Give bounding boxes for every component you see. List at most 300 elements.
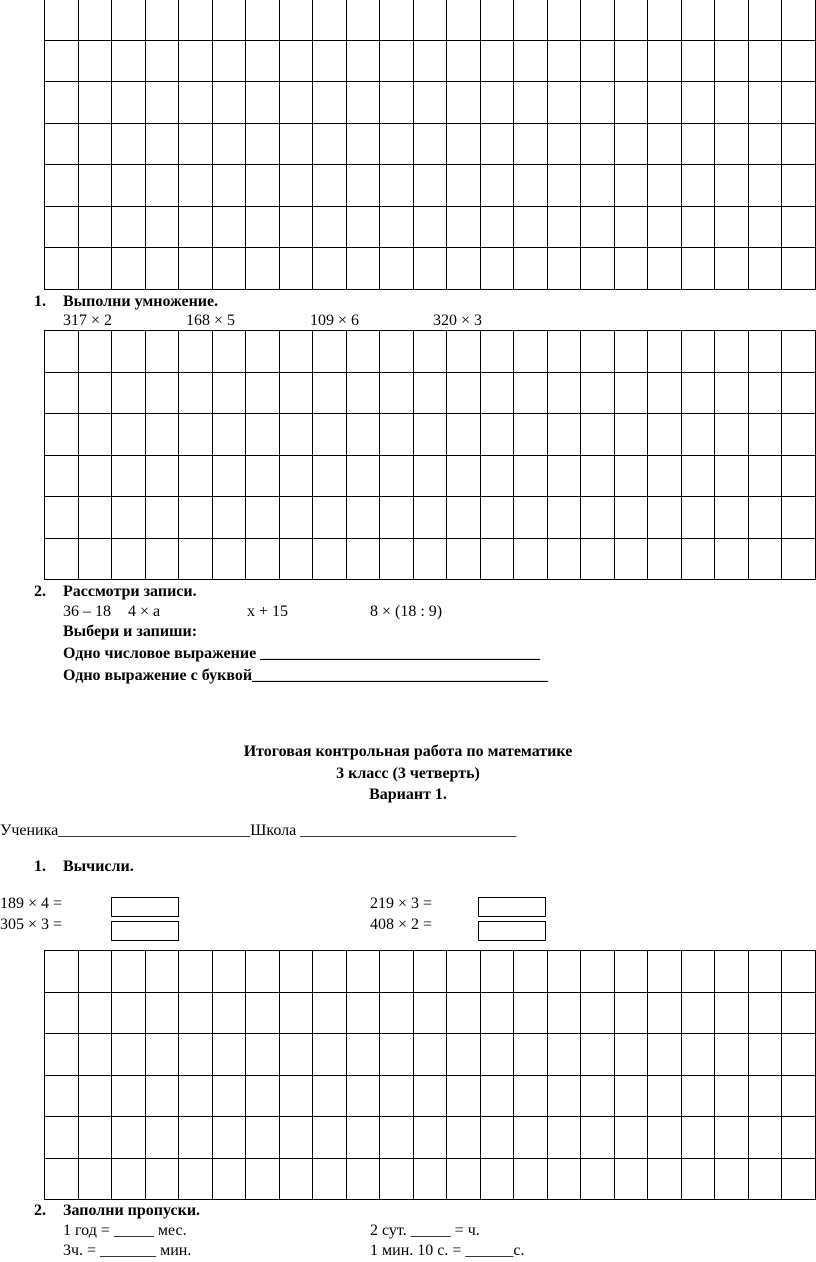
- grid-cell: [45, 82, 79, 124]
- grid-cell: [213, 207, 247, 249]
- grid-cell: [347, 951, 381, 993]
- grid-cell: [615, 207, 649, 249]
- grid-cell: [749, 1159, 783, 1201]
- task1-title: Выполни умножение.: [63, 293, 219, 310]
- grid-cell: [246, 1159, 280, 1201]
- grid-cell: [514, 0, 548, 41]
- grid-cell: [682, 951, 716, 993]
- grid-cell: [782, 1076, 816, 1118]
- grid-cell: [749, 497, 783, 539]
- grid-cell: [682, 82, 716, 124]
- grid-cell: [112, 951, 146, 993]
- grid-cell: [749, 1076, 783, 1118]
- grid-top: [44, 0, 816, 290]
- grid-cell: [213, 951, 247, 993]
- grid-cell: [246, 1076, 280, 1118]
- grid-cell: [112, 373, 146, 415]
- grid-cell: [246, 456, 280, 498]
- grid-cell: [715, 993, 749, 1035]
- grid-cell: [581, 1159, 615, 1201]
- grid-cell: [749, 124, 783, 166]
- grid-cell: [782, 165, 816, 207]
- grid-cell: [179, 1076, 213, 1118]
- grid-cell: [749, 373, 783, 415]
- grid-cell: [648, 993, 682, 1035]
- grid-cell: [213, 1076, 247, 1118]
- fill-row1-right: 2 сут. _____ = ч.: [370, 1222, 480, 1239]
- grid-cell: [112, 993, 146, 1035]
- grid-cell: [447, 951, 481, 993]
- grid-cell: [782, 456, 816, 498]
- choose-instruction: Выбери и запиши:: [63, 623, 198, 640]
- grid-cell: [280, 0, 314, 41]
- answer-box[interactable]: [478, 921, 546, 941]
- grid-cell: [682, 497, 716, 539]
- grid-cell: [213, 993, 247, 1035]
- grid-cell: [615, 456, 649, 498]
- grid-cell: [246, 373, 280, 415]
- grid-cell: [79, 1034, 113, 1076]
- grid-cell: [380, 124, 414, 166]
- grid-cell: [715, 82, 749, 124]
- grid-cell: [45, 373, 79, 415]
- grid-cell: [347, 497, 381, 539]
- grid-cell: [581, 1076, 615, 1118]
- grid-cell: [45, 539, 79, 581]
- grid-cell: [581, 207, 615, 249]
- grid-cell: [615, 248, 649, 290]
- grid-cell: [313, 539, 347, 581]
- grid-cell: [179, 0, 213, 41]
- grid-cell: [380, 1159, 414, 1201]
- grid-cell: [179, 248, 213, 290]
- grid-cell: [280, 497, 314, 539]
- grid-cell: [146, 373, 180, 415]
- student-school-line: Ученика________________________Школа ___________________________: [0, 822, 517, 839]
- grid-cell: [682, 331, 716, 373]
- task2-number: 2.: [34, 583, 46, 600]
- grid-cell: [280, 124, 314, 166]
- grid-cell: [347, 248, 381, 290]
- grid-cell: [79, 497, 113, 539]
- calc-row2-right: 408 × 2 =: [370, 916, 433, 933]
- grid-cell: [749, 0, 783, 41]
- grid-cell: [648, 331, 682, 373]
- grid-cell: [481, 1117, 515, 1159]
- grid-cell: [749, 1034, 783, 1076]
- grid-cell: [514, 207, 548, 249]
- grid-cell: [548, 124, 582, 166]
- grid-cell: [380, 993, 414, 1035]
- grid-cell: [213, 0, 247, 41]
- grid-cell: [112, 1034, 146, 1076]
- answer-box[interactable]: [111, 921, 179, 941]
- grid-cell: [313, 248, 347, 290]
- grid-cell: [447, 207, 481, 249]
- grid-cell: [213, 331, 247, 373]
- grid-cell: [112, 124, 146, 166]
- grid-cell: [648, 1076, 682, 1118]
- grid-cell: [581, 124, 615, 166]
- grid-cell: [749, 1117, 783, 1159]
- grid-cell: [280, 331, 314, 373]
- grid-cell: [615, 1076, 649, 1118]
- grid-cell: [749, 539, 783, 581]
- grid-cell: [715, 497, 749, 539]
- grid-cell: [749, 82, 783, 124]
- grid-cell: [246, 248, 280, 290]
- grid-cell: [548, 951, 582, 993]
- grid-cell: [615, 1159, 649, 1201]
- grid-cell: [79, 124, 113, 166]
- grid-cell: [112, 497, 146, 539]
- expression: х + 15: [247, 603, 289, 620]
- grid-cell: [380, 248, 414, 290]
- grid-cell: [246, 993, 280, 1035]
- grid-cell: [45, 414, 79, 456]
- grid-cell: [782, 41, 816, 83]
- grid-cell: [782, 207, 816, 249]
- grid-cell: [347, 373, 381, 415]
- grid-cell: [447, 124, 481, 166]
- grid-cell: [481, 207, 515, 249]
- grid-cell: [481, 951, 515, 993]
- grid-cell: [280, 1034, 314, 1076]
- task1-title: Вычисли.: [63, 858, 134, 875]
- grid-cell: [615, 165, 649, 207]
- grid-cell: [313, 331, 347, 373]
- grid-cell: [514, 82, 548, 124]
- grid-cell: [514, 414, 548, 456]
- grid-cell: [146, 124, 180, 166]
- grid-cell: [347, 1076, 381, 1118]
- grid-cell: [313, 456, 347, 498]
- grid-cell: [213, 82, 247, 124]
- grid-cell: [682, 207, 716, 249]
- grid-cell: [414, 1034, 448, 1076]
- grid-cell: [380, 1034, 414, 1076]
- grid-cell: [414, 993, 448, 1035]
- grid-cell: [45, 1034, 79, 1076]
- grid-cell: [246, 414, 280, 456]
- grid-cell: [414, 1076, 448, 1118]
- grid-cell: [380, 497, 414, 539]
- grid-cell: [112, 207, 146, 249]
- grid-cell: [313, 951, 347, 993]
- grid-cell: [347, 414, 381, 456]
- grid-cell: [682, 1034, 716, 1076]
- calc-row1-right: 219 × 3 =: [370, 895, 433, 912]
- grid-cell: [79, 539, 113, 581]
- answer-box[interactable]: [111, 897, 179, 917]
- grid-cell: [347, 41, 381, 83]
- grid-cell: [79, 414, 113, 456]
- grid-cell: [782, 1159, 816, 1201]
- grid-cell: [447, 497, 481, 539]
- grid-cell: [682, 165, 716, 207]
- grid-cell: [380, 165, 414, 207]
- grid-cell: [581, 456, 615, 498]
- grid-cell: [179, 414, 213, 456]
- grid-cell: [581, 0, 615, 41]
- grid-cell: [213, 1159, 247, 1201]
- grid-cell: [749, 207, 783, 249]
- grid-cell: [548, 414, 582, 456]
- grid-cell: [581, 1034, 615, 1076]
- grid-cell: [246, 207, 280, 249]
- expression: 320 × 3: [433, 312, 483, 329]
- grid-cell: [146, 951, 180, 993]
- grid-cell: [715, 207, 749, 249]
- grid-cell: [581, 82, 615, 124]
- grid-cell: [380, 373, 414, 415]
- grid-cell: [112, 331, 146, 373]
- grid-cell: [347, 993, 381, 1035]
- grid-cell: [313, 497, 347, 539]
- grid-cell: [682, 1076, 716, 1118]
- grid-cell: [648, 373, 682, 415]
- grid-cell: [179, 41, 213, 83]
- grid-cell: [715, 124, 749, 166]
- grid-cell: [179, 951, 213, 993]
- grid-cell: [481, 124, 515, 166]
- grid-cell: [447, 41, 481, 83]
- grid-cell: [414, 373, 448, 415]
- grid-cell: [380, 82, 414, 124]
- grid-cell: [112, 539, 146, 581]
- grid-cell: [79, 456, 113, 498]
- grid-cell: [246, 497, 280, 539]
- grid-cell: [79, 993, 113, 1035]
- grid-cell: [782, 497, 816, 539]
- grid-cell: [715, 539, 749, 581]
- grid-cell: [347, 82, 381, 124]
- grid-cell: [715, 1117, 749, 1159]
- grid-cell: [548, 331, 582, 373]
- grid-cell: [414, 124, 448, 166]
- answer-box[interactable]: [478, 897, 546, 917]
- grid-cell: [548, 1159, 582, 1201]
- grid-cell: [615, 82, 649, 124]
- grid-cell: [380, 331, 414, 373]
- grid-cell: [45, 0, 79, 41]
- grid-cell: [514, 41, 548, 83]
- grid-cell: [682, 539, 716, 581]
- grid-cell: [548, 0, 582, 41]
- grid-cell: [347, 207, 381, 249]
- grid-cell: [682, 41, 716, 83]
- grid-cell: [715, 1034, 749, 1076]
- grid-cell: [380, 1076, 414, 1118]
- grid-cell: [615, 124, 649, 166]
- grid-cell: [514, 1117, 548, 1159]
- grid-cell: [414, 539, 448, 581]
- grid-cell: [280, 456, 314, 498]
- grid-cell: [146, 248, 180, 290]
- grid-cell: [481, 0, 515, 41]
- grid-cell: [514, 248, 548, 290]
- grid-cell: [313, 207, 347, 249]
- grid-cell: [648, 497, 682, 539]
- grid-cell: [246, 0, 280, 41]
- grid-cell: [112, 165, 146, 207]
- grid-cell: [615, 331, 649, 373]
- numeric-expression-line: Одно числовое выражение ___________________________________: [63, 645, 541, 662]
- grid-bottom: [44, 950, 816, 1200]
- grid-cell: [447, 539, 481, 581]
- grid-cell: [581, 1117, 615, 1159]
- grid-cell: [179, 1117, 213, 1159]
- grid-cell: [146, 414, 180, 456]
- grid-cell: [782, 331, 816, 373]
- grid-cell: [615, 951, 649, 993]
- grid-cell: [615, 0, 649, 41]
- grid-cell: [782, 248, 816, 290]
- expression: 168 × 5: [186, 312, 236, 329]
- grid-cell: [615, 41, 649, 83]
- grid-cell: [146, 1034, 180, 1076]
- grid-cell: [514, 1159, 548, 1201]
- grid-cell: [648, 165, 682, 207]
- grid-cell: [615, 993, 649, 1035]
- grid-cell: [213, 1034, 247, 1076]
- grid-cell: [447, 373, 481, 415]
- grid-cell: [682, 248, 716, 290]
- grid-cell: [548, 1076, 582, 1118]
- grid-cell: [682, 1159, 716, 1201]
- grid-cell: [447, 1117, 481, 1159]
- grid-cell: [280, 414, 314, 456]
- grid-cell: [514, 1076, 548, 1118]
- grid-cell: [447, 1034, 481, 1076]
- grid-cell: [481, 165, 515, 207]
- grid-cell: [213, 414, 247, 456]
- grid-cell: [749, 456, 783, 498]
- task1-number: 1.: [34, 858, 46, 875]
- fill-row1-left: 1 год = _____ мес.: [63, 1222, 187, 1239]
- grid-cell: [514, 331, 548, 373]
- grid-cell: [414, 41, 448, 83]
- grid-cell: [179, 124, 213, 166]
- grid-cell: [782, 993, 816, 1035]
- task2-title: Рассмотри записи.: [63, 583, 197, 600]
- grid-cell: [112, 0, 146, 41]
- grid-cell: [146, 165, 180, 207]
- grid-cell: [246, 41, 280, 83]
- grid-cell: [648, 414, 682, 456]
- grid-cell: [447, 1159, 481, 1201]
- grid-cell: [782, 951, 816, 993]
- grid-cell: [481, 539, 515, 581]
- grid-cell: [347, 165, 381, 207]
- grid-cell: [514, 124, 548, 166]
- grid-cell: [782, 124, 816, 166]
- grid-cell: [782, 373, 816, 415]
- grid-cell: [447, 331, 481, 373]
- grid-cell: [179, 331, 213, 373]
- grid-cell: [581, 331, 615, 373]
- grid-cell: [280, 248, 314, 290]
- fill-row2-right: 1 мин. 10 с. = ______с.: [370, 1242, 525, 1259]
- grid-cell: [313, 1034, 347, 1076]
- grid-cell: [481, 331, 515, 373]
- grid-cell: [414, 207, 448, 249]
- grid-cell: [146, 0, 180, 41]
- grid-cell: [414, 1117, 448, 1159]
- grid-cell: [146, 41, 180, 83]
- grid-cell: [179, 373, 213, 415]
- grid-cell: [414, 1159, 448, 1201]
- grid-cell: [246, 331, 280, 373]
- grid-cell: [749, 993, 783, 1035]
- grid-cell: [213, 1117, 247, 1159]
- grid-cell: [514, 373, 548, 415]
- grid-cell: [45, 1159, 79, 1201]
- grid-cell: [481, 456, 515, 498]
- grid-cell: [648, 951, 682, 993]
- grid-cell: [213, 124, 247, 166]
- grid-cell: [414, 951, 448, 993]
- grid-cell: [246, 82, 280, 124]
- grid-cell: [280, 539, 314, 581]
- grid-cell: [648, 82, 682, 124]
- grid-cell: [615, 1117, 649, 1159]
- grade-line: 3 класс (3 четверть): [336, 765, 480, 782]
- grid-cell: [347, 539, 381, 581]
- grid-cell: [414, 165, 448, 207]
- grid-cell: [280, 1117, 314, 1159]
- expression: 317 × 2: [63, 312, 113, 329]
- grid-cell: [749, 165, 783, 207]
- grid-cell: [414, 82, 448, 124]
- grid-cell: [481, 373, 515, 415]
- grid-cell: [146, 1117, 180, 1159]
- grid-cell: [246, 951, 280, 993]
- grid-cell: [715, 331, 749, 373]
- grid-cell: [548, 248, 582, 290]
- grid-cell: [146, 539, 180, 581]
- grid-cell: [213, 497, 247, 539]
- grid-cell: [447, 165, 481, 207]
- grid-cell: [213, 373, 247, 415]
- grid-cell: [481, 993, 515, 1035]
- grid-cell: [179, 993, 213, 1035]
- grid-cell: [246, 1117, 280, 1159]
- grid-cell: [581, 165, 615, 207]
- grid-cell: [447, 248, 481, 290]
- expression: 36 – 18: [63, 603, 111, 620]
- grid-cell: [45, 207, 79, 249]
- grid-cell: [481, 1034, 515, 1076]
- grid-cell: [146, 993, 180, 1035]
- grid-cell: [581, 41, 615, 83]
- grid-cell: [715, 456, 749, 498]
- grid-cell: [380, 0, 414, 41]
- grid-cell: [347, 124, 381, 166]
- grid-cell: [179, 207, 213, 249]
- grid-cell: [246, 124, 280, 166]
- grid-cell: [682, 456, 716, 498]
- grid-cell: [615, 1034, 649, 1076]
- grid-cell: [380, 41, 414, 83]
- grid-cell: [280, 373, 314, 415]
- grid-cell: [79, 82, 113, 124]
- grid-cell: [45, 497, 79, 539]
- grid-cell: [715, 0, 749, 41]
- task2-number: 2.: [34, 1202, 46, 1219]
- grid-cell: [749, 248, 783, 290]
- grid-cell: [548, 1034, 582, 1076]
